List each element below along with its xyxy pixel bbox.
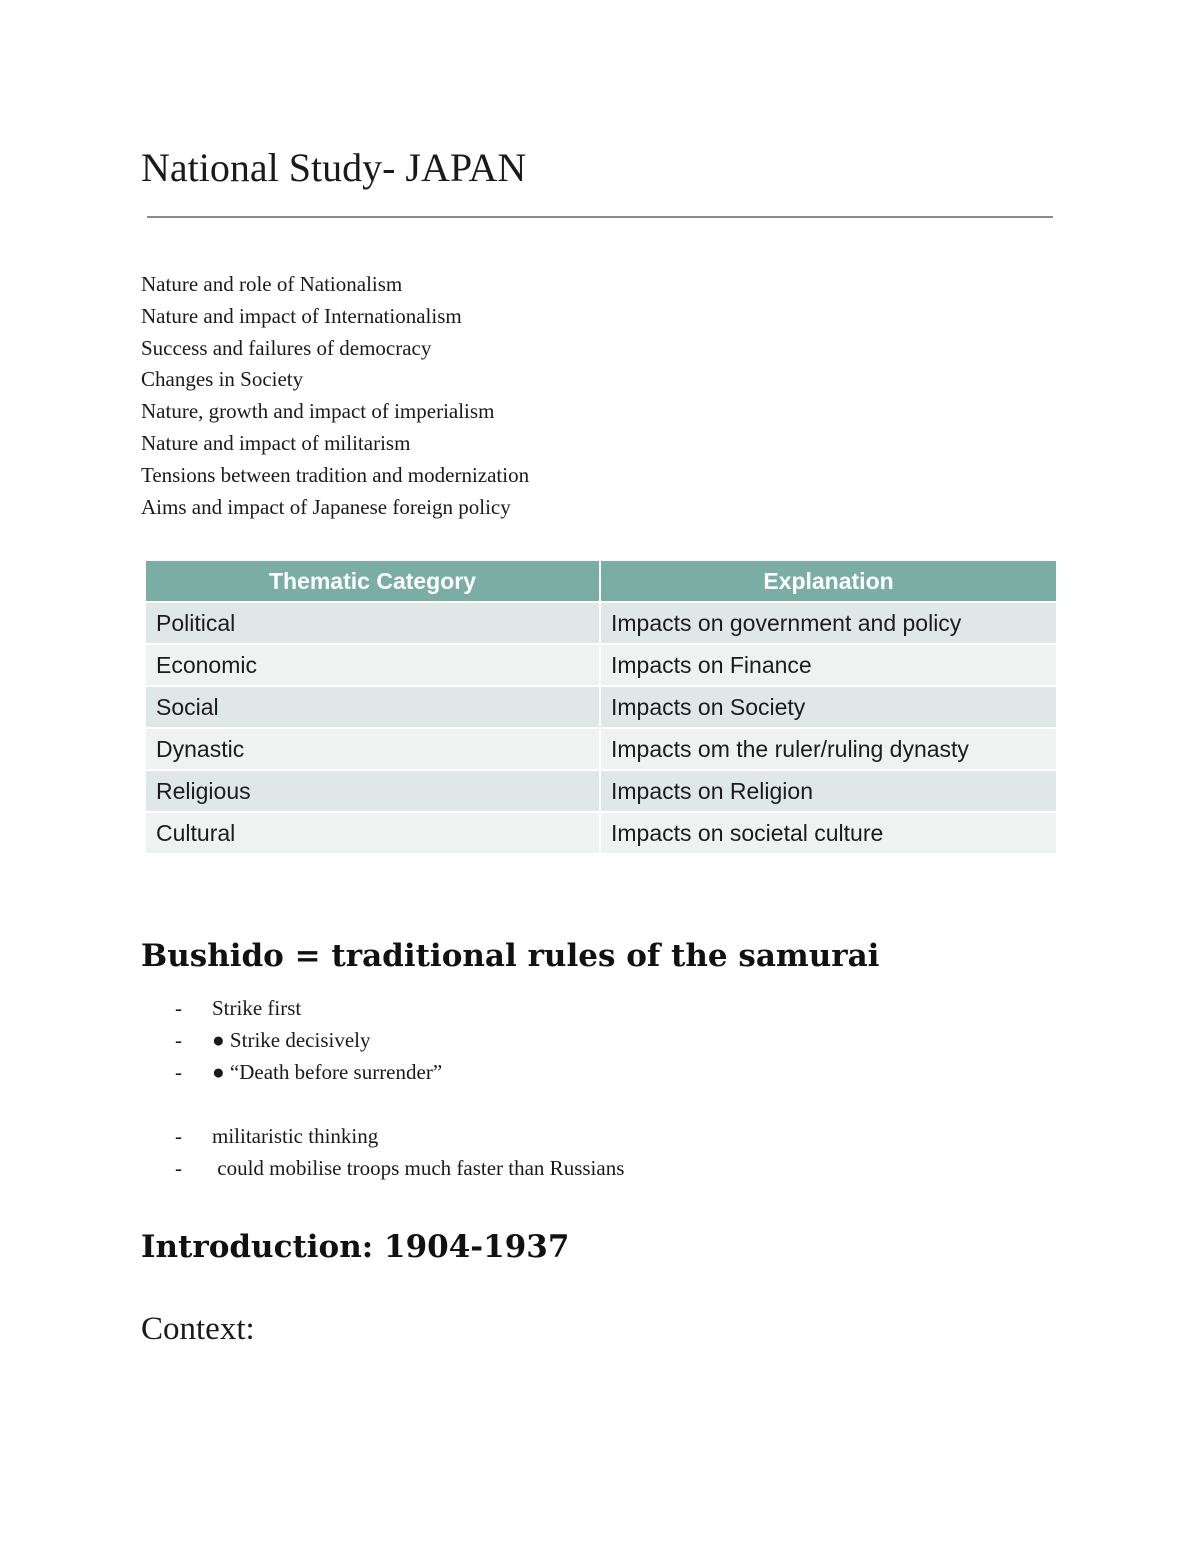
table-row xyxy=(146,645,1056,687)
category-cell: Political xyxy=(146,603,601,645)
bushido-heading: Bushido = traditional rules of the samurai xyxy=(141,938,880,974)
list-item xyxy=(175,1057,442,1089)
topic-item: Nature and impact of militarism xyxy=(141,430,411,455)
dash-bullet: - xyxy=(175,1155,182,1180)
topic-item: Nature and impact of Internationalism xyxy=(141,303,462,328)
list-item-text: Strike first xyxy=(212,996,302,1020)
column-header-explanation: Explanation xyxy=(601,561,1056,603)
dash-bullet: - xyxy=(175,1059,182,1084)
list-item-text: militaristic thinking xyxy=(212,1124,379,1148)
list-item xyxy=(175,1153,624,1185)
topic-item: Success and failures of democracy xyxy=(141,335,432,360)
table-header-row xyxy=(146,561,1056,603)
introduction-heading: Introduction: 1904-1937 xyxy=(141,1229,570,1265)
category-cell: Cultural xyxy=(146,813,601,855)
title-divider xyxy=(147,216,1053,218)
explanation-cell: Impacts on Finance xyxy=(601,645,1056,687)
topic-item: Nature and role of Nationalism xyxy=(141,272,403,296)
context-heading: Context: xyxy=(141,1311,255,1347)
table-row xyxy=(146,771,1056,813)
explanation-cell: Impacts on societal culture xyxy=(601,813,1056,855)
page-title: National Study- JAPAN xyxy=(141,145,527,190)
dash-bullet: - xyxy=(175,1027,182,1052)
list-item-text: ● Strike decisively xyxy=(212,1027,371,1052)
list-item-text: could mobilise troops much faster than Russians xyxy=(212,1155,625,1180)
thematic-category-table xyxy=(146,561,1056,855)
list-item xyxy=(175,993,442,1025)
category-cell: Dynastic xyxy=(146,729,601,771)
topic-item: Nature, growth and impact of imperialism xyxy=(141,399,495,424)
bushido-notes-list xyxy=(175,1121,624,1185)
dash-bullet: - xyxy=(175,996,182,1020)
explanation-cell: Impacts on government and policy xyxy=(601,603,1056,645)
table-row xyxy=(146,603,1056,645)
dash-bullet: - xyxy=(175,1124,182,1148)
topic-item: Aims and impact of Japanese foreign policy xyxy=(141,494,511,519)
topic-list xyxy=(141,269,529,523)
category-cell: Religious xyxy=(146,771,601,813)
list-item xyxy=(175,1121,624,1153)
list-item xyxy=(175,1025,442,1057)
explanation-cell: Impacts on Religion xyxy=(601,771,1056,813)
explanation-cell: Impacts on Society xyxy=(601,687,1056,729)
bushido-list xyxy=(175,993,442,1088)
category-cell: Social xyxy=(146,687,601,729)
list-item-text: ● “Death before surrender” xyxy=(212,1059,443,1084)
topic-item: Changes in Society xyxy=(141,367,304,392)
explanation-cell: Impacts om the ruler/ruling dynasty xyxy=(601,729,1056,771)
table-row xyxy=(146,729,1056,771)
category-cell: Economic xyxy=(146,645,601,687)
topic-item: Tensions between tradition and modernization xyxy=(141,462,530,487)
table-row xyxy=(146,687,1056,729)
table-row xyxy=(146,813,1056,855)
column-header-category: Thematic Category xyxy=(146,561,601,603)
